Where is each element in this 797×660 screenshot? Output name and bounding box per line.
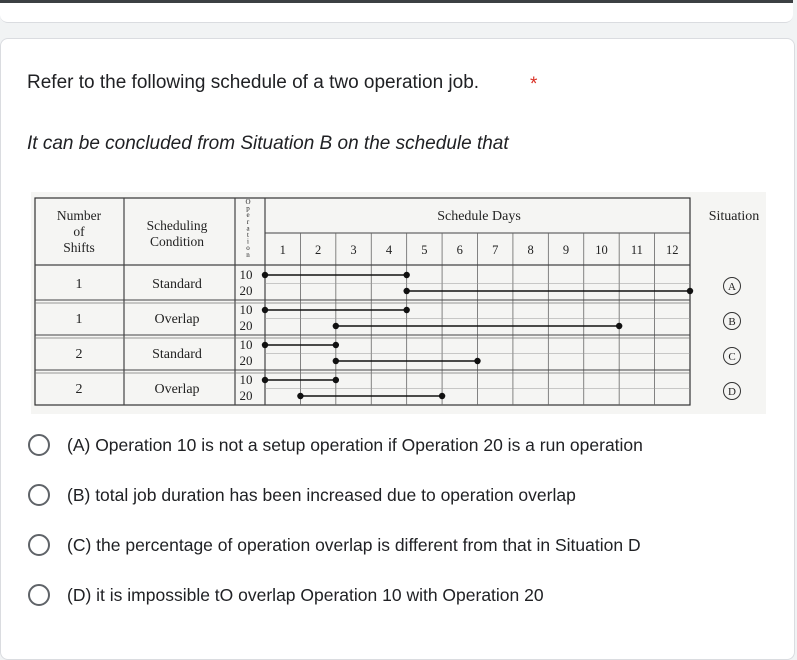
- radio-b[interactable]: [28, 484, 50, 506]
- header-operation-letter: i: [247, 237, 249, 246]
- row-shifts: 1: [75, 277, 83, 292]
- row-operation-number: 10: [239, 302, 253, 317]
- bar-start-dot: [262, 272, 268, 278]
- row-operation-number: 10: [239, 372, 253, 387]
- table-border: [35, 198, 690, 405]
- row-operation-number: 10: [239, 267, 253, 282]
- day-label: 11: [630, 243, 643, 257]
- question-description: It can be concluded from Situation B on the schedule that: [27, 133, 509, 154]
- row-operation-number: 20: [239, 353, 253, 368]
- bar-end-dot: [439, 393, 445, 399]
- option-a-label: (A) Operation 10 is not a setup operation if Operation 20 is a run operation: [67, 434, 643, 455]
- option-d-label: (D) it is impossible tO overlap Operation 10 with Operation 20: [67, 584, 544, 605]
- situation-label: A: [728, 281, 736, 294]
- required-asterisk: *: [530, 74, 538, 95]
- day-label: 1: [279, 243, 286, 257]
- row-operation-number: 20: [239, 283, 253, 298]
- schedule-table: [31, 192, 766, 414]
- header-operation-letter: p: [246, 204, 250, 213]
- header-number-of-shifts: Shifts: [63, 240, 95, 255]
- situation-label: C: [728, 351, 736, 364]
- day-label: 8: [527, 243, 534, 257]
- day-label: 12: [666, 243, 679, 257]
- bar-start-dot: [333, 323, 339, 329]
- option-d[interactable]: [28, 581, 544, 609]
- bar-end-dot: [333, 377, 339, 383]
- day-label: 9: [562, 243, 570, 257]
- bar-start-dot: [297, 393, 303, 399]
- previous-question-card: [0, 0, 793, 23]
- header-scheduling-condition: Condition: [149, 234, 205, 249]
- header-operation-letter: r: [246, 217, 250, 226]
- day-label: 5: [421, 243, 428, 257]
- day-label: 6: [456, 243, 463, 257]
- bar-end-dot: [616, 323, 622, 329]
- day-label: 7: [492, 243, 499, 257]
- row-condition: Standard: [152, 277, 202, 292]
- bar-start-dot: [262, 307, 268, 313]
- bar-end-dot: [403, 307, 409, 313]
- situation-label: B: [728, 316, 736, 329]
- header-operation-letter: e: [246, 211, 250, 220]
- header-operation-letter: O: [245, 198, 251, 206]
- header-schedule-days: Schedule Days: [437, 209, 521, 224]
- option-c[interactable]: [28, 531, 641, 559]
- row-operation-number: 20: [239, 318, 253, 333]
- row-operation-number: 20: [239, 388, 253, 403]
- header-operation-letter: n: [246, 250, 250, 259]
- bar-start-dot: [403, 288, 409, 294]
- header-situation: Situation: [708, 209, 760, 224]
- bar-start-dot: [262, 342, 268, 348]
- situation-label: D: [728, 386, 736, 399]
- row-condition: Standard: [152, 347, 202, 362]
- bar-start-dot: [262, 377, 268, 383]
- card-top-border: [0, 0, 793, 3]
- option-c-label: (C) the percentage of operation overlap is different from that in Situation D: [67, 534, 641, 555]
- row-shifts: 1: [75, 312, 83, 327]
- day-label: 2: [315, 243, 322, 257]
- row-shifts: 2: [75, 382, 83, 397]
- radio-d[interactable]: [28, 584, 50, 606]
- bar-start-dot: [333, 358, 339, 364]
- day-label: 4: [385, 243, 393, 257]
- header-operation-letter: a: [246, 224, 250, 233]
- day-label: 3: [350, 243, 357, 257]
- schedule-figure: [31, 192, 766, 414]
- row-condition: Overlap: [154, 312, 200, 327]
- bar-end-dot: [687, 288, 693, 294]
- option-b-label: (B) total job duration has been increased due to operation overlap: [67, 484, 576, 505]
- row-shifts: 2: [75, 347, 83, 362]
- radio-a[interactable]: [28, 434, 50, 456]
- row-condition: Overlap: [154, 382, 200, 397]
- radio-c[interactable]: [28, 534, 50, 556]
- header-operation-letter: t: [247, 231, 249, 239]
- option-a[interactable]: [28, 431, 643, 459]
- header-number-of-shifts: of: [73, 224, 85, 239]
- bar-end-dot: [333, 342, 339, 348]
- header-scheduling-condition: Scheduling: [146, 218, 208, 233]
- bar-end-dot: [403, 272, 409, 278]
- header-operation-letter: o: [246, 244, 250, 253]
- bar-end-dot: [474, 358, 480, 364]
- row-operation-number: 10: [239, 337, 253, 352]
- option-b[interactable]: [28, 481, 576, 509]
- question-title: Refer to the following schedule of a two operation job.: [27, 72, 480, 93]
- header-number-of-shifts: Number: [56, 208, 102, 223]
- day-label: 10: [595, 243, 608, 257]
